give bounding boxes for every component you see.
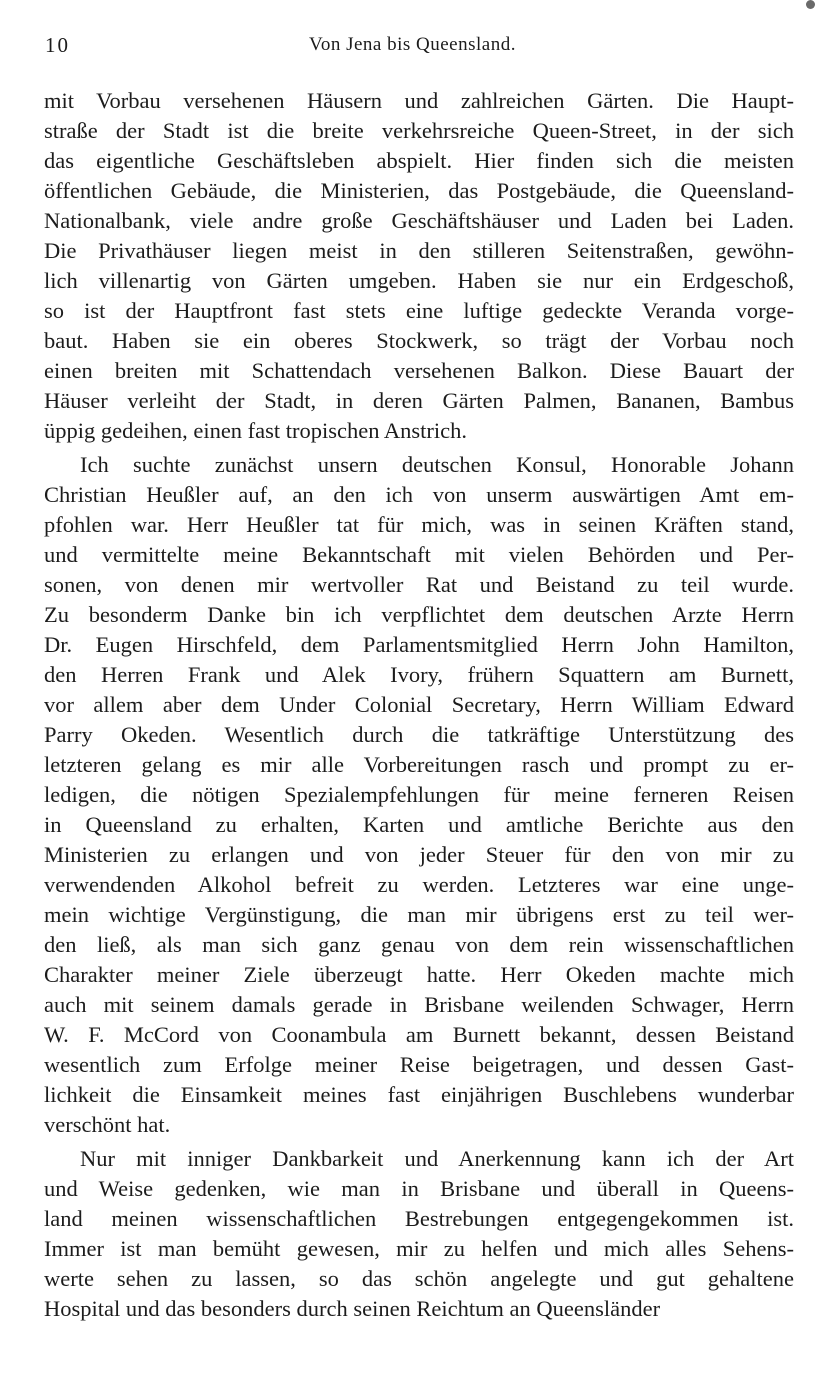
text-line: ledigen, die nötigen Spezialempfehlungen für meine ferneren Reisen — [44, 782, 794, 807]
paragraph — [44, 450, 794, 1140]
text-line: letzteren gelang es mir alle Vorbereitungen rasch und prompt zu er- — [44, 752, 794, 777]
text-line: Ministerien zu erlangen und von jeder Steuer für den von mir zu — [44, 842, 794, 867]
text-line: Zu besonderm Danke bin ich verpflichtet dem deutschen Arzte Herrn — [44, 602, 794, 627]
text-line: vor allem aber dem Under Colonial Secretary, Herrn William Edward — [44, 692, 794, 717]
text-line: in Queensland zu erhalten, Karten und amtliche Berichte aus den — [44, 812, 794, 837]
body-text — [44, 86, 794, 1324]
text-line: Ich suchte zunächst unsern deutschen Konsul, Honorable Johann — [80, 452, 794, 477]
text-line: üppig gedeihen, einen fast tropischen Anstrich. — [44, 418, 468, 443]
text-line: Nur mit inniger Dankbarkeit und Anerkennung kann ich der Art — [80, 1146, 794, 1171]
text-line: öffentlichen Gebäude, die Ministerien, das Postgebäude, die Queensland- — [44, 178, 794, 203]
text-line: einen breiten mit Schattendach versehenen Balkon. Diese Bauart der — [44, 358, 794, 383]
text-line: Parry Okeden. Wesentlich durch die tatkräftige Unterstützung des — [44, 722, 794, 747]
text-line: Christian Heußler auf, an den ich von unserm auswärtigen Amt em- — [44, 482, 794, 507]
text-line: und vermittelte meine Bekanntschaft mit vielen Behörden und Per- — [44, 542, 794, 567]
text-line: pfohlen war. Herr Heußler tat für mich, was in seinen Kräften stand, — [44, 512, 794, 537]
text-line: wesentlich zum Erfolge meiner Reise beigetragen, und dessen Gast- — [44, 1052, 794, 1077]
text-line: lichkeit die Einsamkeit meines fast einjährigen Buschlebens wunderbar — [44, 1082, 794, 1107]
text-line: so ist der Hauptfront fast stets eine luftige gedeckte Veranda vorge- — [44, 298, 794, 323]
text-line: Die Privathäuser liegen meist in den stilleren Seitenstraßen, gewöhn- — [44, 238, 794, 263]
paragraph — [44, 1144, 794, 1324]
text-line: Dr. Eugen Hirschfeld, dem Parlamentsmitglied Herrn John Hamilton, — [44, 632, 794, 657]
text-line: den Herren Frank und Alek Ivory, frühern Squattern am Burnett, — [44, 662, 794, 687]
text-line: lich villenartig von Gärten umgeben. Haben sie nur ein Erdgeschoß, — [44, 268, 794, 293]
text-line: baut. Haben sie ein oberes Stockwerk, so trägt der Vorbau noch — [44, 328, 794, 353]
text-line: Hospital und das besonders durch seinen Reichtum an Queensländer — [44, 1296, 661, 1321]
text-line: Häuser verleiht der Stadt, in deren Gärten Palmen, Bananen, Bambus — [44, 388, 794, 413]
text-line: Charakter meiner Ziele überzeugt hatte. Herr Okeden machte mich — [44, 962, 794, 987]
text-line: auch mit seinem damals gerade in Brisbane weilenden Schwager, Herrn — [44, 992, 794, 1017]
text-line: das eigentliche Geschäftsleben abspielt. Hier finden sich die meisten — [44, 148, 794, 173]
page-number: 10 — [45, 33, 70, 57]
text-line: mit Vorbau versehenen Häusern und zahlreichen Gärten. Die Haupt- — [44, 88, 794, 113]
paragraph — [44, 86, 794, 446]
text-line: Nationalbank, viele andre große Geschäftshäuser und Laden bei Laden. — [44, 208, 794, 233]
text-line: verwendenden Alkohol befreit zu werden. Letzteres war eine unge- — [44, 872, 794, 897]
corner-speck — [806, 0, 815, 9]
paragraph-container — [44, 86, 794, 1324]
running-title: Von Jena bis Queensland. — [309, 34, 516, 55]
text-line: land meinen wissenschaftlichen Bestrebungen entgegengekommen ist. — [44, 1206, 794, 1231]
text-line: sonen, von denen mir wertvoller Rat und Beistand zu teil wurde. — [44, 572, 794, 597]
text-line: straße der Stadt ist die breite verkehrsreiche Queen-Street, in der sich — [44, 118, 794, 143]
text-line: mein wichtige Vergünstigung, die man mir übrigens erst zu teil wer- — [44, 902, 794, 927]
text-line: Immer ist man bemüht gewesen, mir zu helfen und mich alles Sehens- — [44, 1236, 794, 1261]
text-line: den ließ, als man sich ganz genau von dem rein wissenschaftlichen — [44, 932, 794, 957]
text-line: W. F. McCord von Coonambula am Burnett bekannt, dessen Beistand — [44, 1022, 794, 1047]
text-line: verschönt hat. — [44, 1112, 171, 1137]
text-line: und Weise gedenken, wie man in Brisbane und überall in Queens- — [44, 1176, 794, 1201]
text-line: werte sehen zu lassen, so das schön angelegte und gut gehaltene — [44, 1266, 794, 1291]
